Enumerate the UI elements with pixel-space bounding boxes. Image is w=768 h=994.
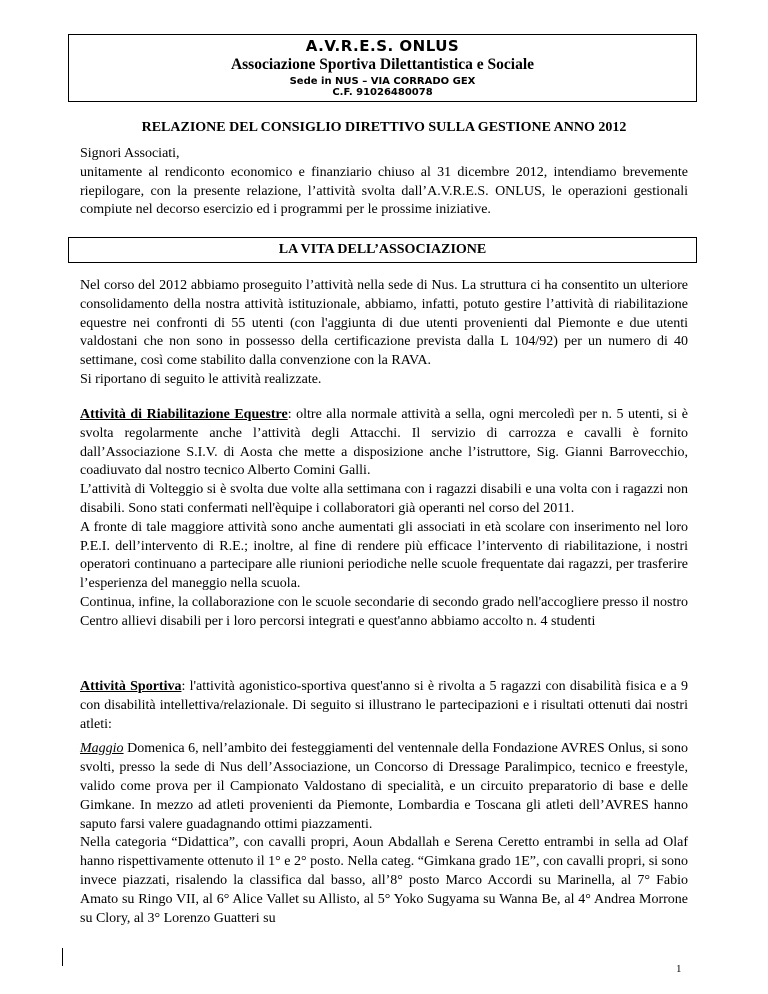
vita-block — [80, 277, 688, 390]
organization-name: A.V.R.E.S. ONLUS — [305, 37, 460, 55]
organization-subtitle: Associazione Sportiva Dilettantistica e Sociale — [230, 56, 535, 73]
riabilitazione-paragraph — [80, 406, 688, 481]
pei-paragraph: A fronte di tale maggiore attività sono anche aumentati gli associati in età scolare con inserimento nel loro P.E.I. dell’intervento di R.E.; inoltre, al fine di rendere più efficace l’intervento di riabilitazione, i nostri operatori continuano a partecipare alle riunioni periodiche nelle scuole frequentate dai ragazzi, per trasferire l’esperienza del maneggio nella scuola. — [80, 519, 688, 592]
sportiva-heading: Attività Sportiva — [80, 679, 182, 694]
maggio-label: Maggio — [80, 741, 124, 757]
maggio-text: Domenica 6, nell’ambito dei festeggiamenti del ventennale della Fondazione AVRES Onlus, si sono svolti, presso la sede di Nus dell’Associazione, un Concorso di Dressage Paralimpico, tecnico e freestyle, valido come prova per il Campionato Valdostano di specialità, e un circuito preparatorio di base e delle Gimkane. In mezzo ad atleti provenienti da Piemonte, Lombardia e Toscana gli atleti dell’AVRES hanno saputo farsi valere guadagnando ottimi piazzamenti. — [80, 741, 688, 832]
sportiva-paragraph — [80, 678, 688, 734]
margin-bar — [62, 948, 63, 966]
page-number: 1 — [676, 963, 682, 975]
report-title: RELAZIONE DEL CONSIGLIO DIRETTIVO SULLA GESTIONE ANNO 2012 — [141, 120, 627, 135]
organization-seat: Sede in NUS – VIA CORRADO GEX — [289, 76, 476, 87]
letterhead-box — [68, 34, 697, 102]
didattica-paragraph: Nella categoria “Didattica”, con cavalli propri, Aoun Abdallah e Serena Ceretto entrambi in sella ad Olaf hanno rispettivamente ottenuto il 1° e 2° posto. Nella categ. “Gimkana grado 1E”, con cavalli propri, si sono invece piazzati, risalendo la classifica dal basso, all’8° posto Marco Accordi su Marinella, al 7° Fabio Amato su Ringo VII, al 6° Alice Vallet su Allisto, al 5° Yoko Sugyama su Wanna Be, al 4° Andrea Morrone su Clory, al 3° Lorenzo Guatteri su — [80, 835, 688, 926]
riabilitazione-heading: Attività di Riabilitazione Equestre — [80, 407, 288, 422]
intro-greeting: Signori Associati, — [80, 146, 180, 161]
section-title-box — [68, 237, 697, 263]
section-title: LA VITA DELL’ASSOCIAZIONE — [278, 242, 487, 257]
riabilitazione-block — [80, 406, 688, 632]
intro-paragraph: unitamente al rendiconto economico e finanziario chiuso al 31 dicembre 2012, intendiamo brevemente riepilogare, con la presente relazione, l’attività svolta dall’A.V.R.E.S. ONLUS, le operazioni gestionali compiute nel decorso esercizio ed i programmi per le prossime iniziative. — [80, 164, 688, 218]
vita-paragraph: Nel corso del 2012 abbiamo proseguito l’attività nella sede di Nus. La struttura ci ha consentito un ulteriore consolidamento della nostra attività istituzionale, abbiamo, infatti, potuto gestire l’attività di riabilitazione equestre nei confronti di 55 utenti (con l'aggiunta di due utenti provenienti dal Piemonte e due utenti valdostani che non sono in possesso della certificazione prevista dalla L 104/92) per un numero di 40 settimane, così come stabilito dalla convenzione con la RAVA. — [80, 278, 688, 369]
vita-intro-list: Si riportano di seguito le attività realizzate. — [80, 371, 322, 387]
sportiva-text: : l'attività agonistico-sportiva quest'anno si è rivolta a 5 ragazzi con disabilità fisica e a 9 con disabilità intellettiva/relazionale. Di seguito si illustrano le partecipazioni e i risultati ottenuti dai nostri atleti: — [80, 679, 688, 732]
scuole-paragraph: Continua, infine, la collaborazione con le scuole secondarie di secondo grado nell'accogliere presso il nostro Centro allievi disabili per i loro percorsi integrati e quest'anno abbiamo accolto n. 4 studenti — [80, 594, 688, 629]
organization-tax-code: C.F. 91026480078 — [332, 87, 433, 98]
intro-block — [80, 145, 688, 220]
sportiva-block — [80, 678, 688, 928]
volteggio-paragraph: L’attività di Volteggio si è svolta due volte alla settimana con i ragazzi disabili e una volta con i ragazzi non disabili. Sono stati confermati nell'èquipe i collaboratori già operanti nel corso del 2011. — [80, 482, 688, 516]
riabilitazione-text: : oltre alla normale attività a sella, ogni mercoledì per n. 5 utenti, si è svolta regolarmente anche l’attività degli Attacchi. Il servizio di carrozza e cavalli è fornito dall’Associazione S.I.V. di Aosta che mette a disposizione anche l’istruttore, Sig. Gianni Barrovecchio, coadiuvato dal nostro tecnico Alberto Comini Galli. — [80, 407, 688, 479]
maggio-paragraph — [80, 740, 688, 834]
